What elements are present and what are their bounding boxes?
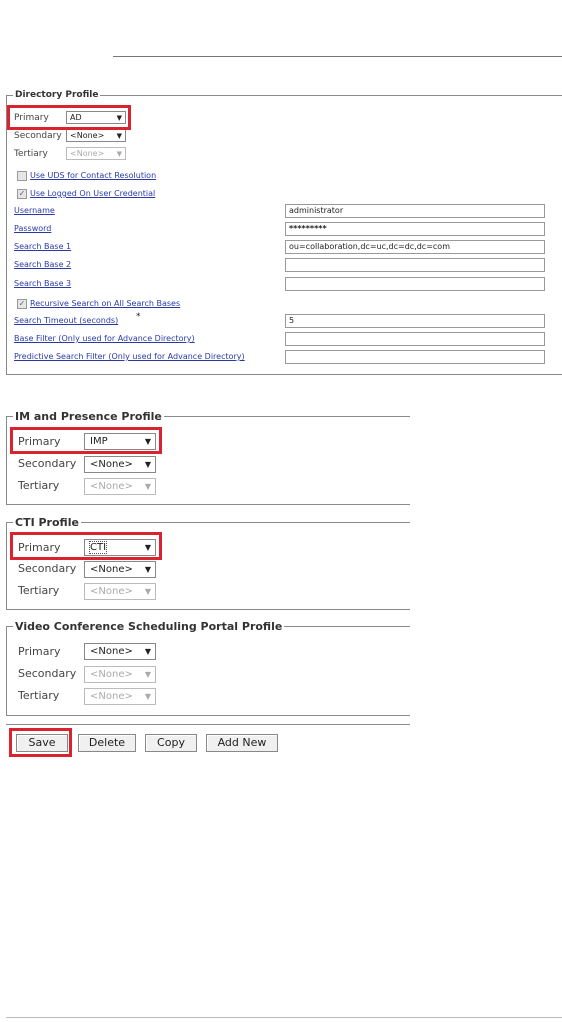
- caret-down-icon: ▼: [144, 437, 151, 446]
- dir-secondary-select[interactable]: [66, 129, 126, 142]
- dir-primary-value: AD: [70, 113, 82, 122]
- directory-profile-legend: Directory Profile: [15, 90, 99, 100]
- base-filter-label[interactable]: Base Filter (Only used for Advance Directory): [14, 334, 195, 343]
- use-uds-checkbox-row[interactable]: [17, 170, 156, 181]
- imp-primary-value: IMP: [90, 436, 108, 447]
- caret-down-icon: ▼: [144, 543, 151, 552]
- cti-tertiary-select[interactable]: [84, 583, 156, 600]
- cti-secondary-label: Secondary: [18, 562, 77, 575]
- caret-down-icon: ▼: [144, 565, 151, 574]
- add-new-button[interactable]: Add New: [206, 734, 278, 752]
- im-presence-profile-legend: IM and Presence Profile: [15, 410, 162, 423]
- cti-profile-legend: CTI Profile: [15, 516, 79, 529]
- cti-primary-value: CTI: [90, 542, 107, 553]
- delete-button[interactable]: Delete: [78, 734, 136, 752]
- bottom-divider: [6, 1017, 562, 1018]
- cti-primary-label: Primary: [18, 541, 61, 554]
- highlight-box-dir-primary: [7, 105, 131, 130]
- caret-down-icon: ▼: [144, 460, 151, 469]
- imp-secondary-label: Secondary: [18, 457, 77, 470]
- copy-button[interactable]: Copy: [145, 734, 197, 752]
- highlight-box-imp-primary: [10, 427, 162, 454]
- caret-down-icon: ▼: [144, 692, 151, 701]
- search-timeout-label[interactable]: [14, 315, 118, 326]
- search-base-2-input[interactable]: [285, 258, 545, 272]
- save-button[interactable]: Save: [16, 734, 68, 752]
- button-bar-divider: [6, 724, 410, 725]
- cti-secondary-select[interactable]: [84, 561, 156, 578]
- dir-primary-label: Primary: [14, 113, 49, 123]
- dir-tertiary-label: Tertiary: [14, 149, 48, 159]
- checkbox-unchecked-icon[interactable]: [17, 171, 27, 181]
- password-label[interactable]: Password: [14, 224, 52, 233]
- vcs-tertiary-value: <None>: [90, 691, 133, 702]
- search-timeout-input[interactable]: 5: [285, 314, 545, 328]
- vcs-tertiary-select[interactable]: [84, 688, 156, 705]
- password-input[interactable]: *********: [285, 222, 545, 236]
- search-base-3-input[interactable]: [285, 277, 545, 291]
- cti-tertiary-label: Tertiary: [18, 584, 60, 597]
- vcs-secondary-value: <None>: [90, 669, 133, 680]
- highlight-box-save: [9, 728, 72, 757]
- use-logged-on-checkbox-row[interactable]: [17, 188, 155, 199]
- imp-secondary-select[interactable]: [84, 456, 156, 473]
- predictive-filter-label[interactable]: Predictive Search Filter (Only used for Advance Directory): [14, 352, 245, 361]
- vcs-tertiary-label: Tertiary: [18, 689, 60, 702]
- vcs-primary-value: <None>: [90, 646, 133, 657]
- recursive-search-checkbox-row[interactable]: [17, 298, 180, 309]
- search-base-1-label[interactable]: Search Base 1: [14, 242, 72, 251]
- dir-secondary-label: Secondary: [14, 131, 62, 141]
- search-base-2-label[interactable]: Search Base 2: [14, 260, 72, 269]
- use-logged-on-label: Use Logged On User Credential: [30, 189, 156, 198]
- vcs-secondary-select[interactable]: [84, 666, 156, 683]
- predictive-filter-input[interactable]: [285, 350, 545, 364]
- checkmark-icon[interactable]: ✓: [18, 188, 26, 198]
- caret-down-icon: ▼: [116, 150, 122, 158]
- imp-primary-label: Primary: [18, 435, 61, 448]
- username-label[interactable]: Username: [14, 206, 55, 215]
- video-conference-profile-legend: Video Conference Scheduling Portal Profile: [15, 620, 283, 633]
- imp-tertiary-label: Tertiary: [18, 479, 60, 492]
- imp-tertiary-select[interactable]: [84, 478, 156, 495]
- vcs-primary-select[interactable]: [84, 643, 156, 660]
- caret-down-icon: ▼: [116, 114, 122, 122]
- dir-tertiary-value: <None>: [70, 149, 105, 158]
- search-timeout-text: Search Timeout (seconds): [14, 316, 119, 325]
- search-base-3-label[interactable]: Search Base 3: [14, 279, 72, 288]
- base-filter-input[interactable]: [285, 332, 545, 346]
- top-divider: [113, 56, 562, 57]
- caret-down-icon: ▼: [144, 647, 151, 656]
- highlight-box-cti-primary: [10, 532, 162, 560]
- dir-secondary-value: <None>: [70, 131, 105, 140]
- caret-down-icon: ▼: [144, 587, 151, 596]
- vcs-primary-label: Primary: [18, 645, 61, 658]
- imp-tertiary-value: <None>: [90, 481, 133, 492]
- caret-down-icon: ▼: [144, 482, 151, 491]
- imp-secondary-value: <None>: [90, 459, 133, 470]
- use-uds-label: Use UDS for Contact Resolution: [30, 171, 157, 180]
- dir-tertiary-select[interactable]: [66, 147, 126, 160]
- cti-secondary-value: <None>: [90, 564, 133, 575]
- checkmark-icon[interactable]: ✓: [18, 298, 26, 308]
- cti-tertiary-value: <None>: [90, 586, 133, 597]
- caret-down-icon: ▼: [116, 132, 122, 140]
- search-base-1-input[interactable]: ou=collaboration,dc=uc,dc=dc,dc=com: [285, 240, 545, 254]
- recursive-search-label: Recursive Search on All Search Bases: [30, 299, 181, 308]
- username-input[interactable]: administrator: [285, 204, 545, 218]
- caret-down-icon: ▼: [144, 670, 151, 679]
- vcs-secondary-label: Secondary: [18, 667, 77, 680]
- required-asterisk: *: [136, 312, 141, 322]
